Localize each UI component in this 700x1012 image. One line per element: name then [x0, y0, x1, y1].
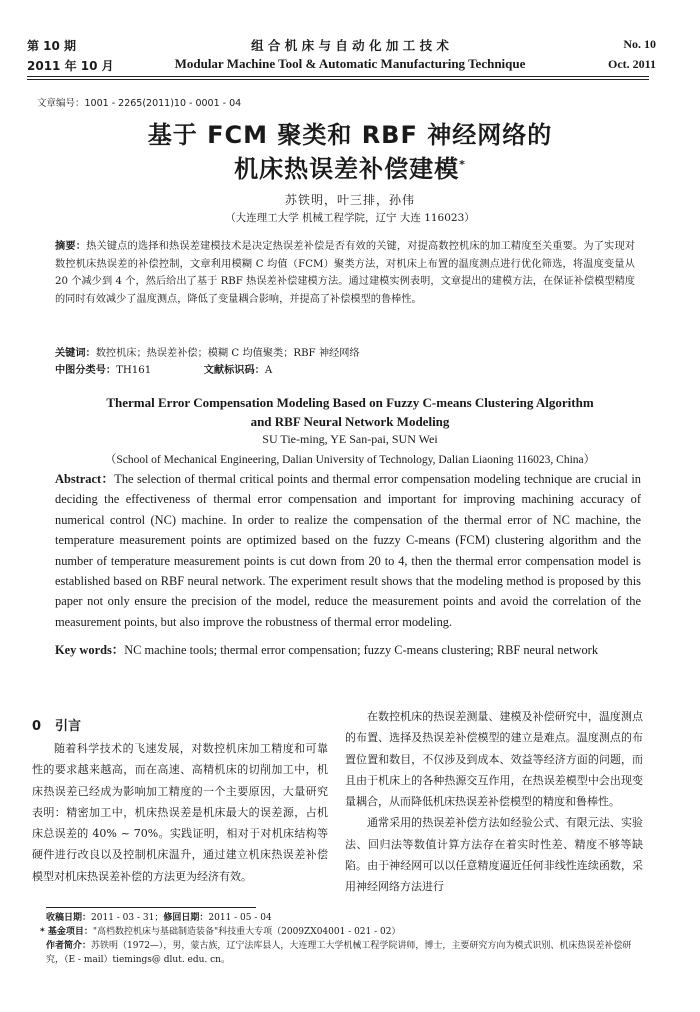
journal-name-en: Modular Machine Tool & Automatic Manufacturing Technique [174, 56, 526, 71]
title-cn-line2-text: 机床热误差补偿建模 [234, 155, 460, 183]
title-en-line1: Thermal Error Compensation Modeling Based on Fuzzy C-means Clustering Algorithm [106, 395, 594, 410]
body-paragraph-difficulty: 在数控机床的热误差测量、建模及补偿研究中，温度测点的布置、选择及热误差补偿模型的建立是难点。温度测点的布置位置和数目，不仅涉及到成本、效益等经济方面的问题，而且由于机床上的各种热源交互作用，在热误差模型中会出现变量耦合，从而降低机床热误差补偿模型的精度和鲁棒性。 [345, 710, 643, 809]
body-paragraph-methods: 通常采用的热误差补偿方法如经验公式、有限元法、实验法、回归法等数值计算方法存在着实时性差、精度不够等缺陷。由于神经网可以以任意精度逼近任何非线性连续函数，采用神经网络方法进行 [345, 816, 643, 894]
section-heading [32, 715, 81, 734]
abstract-cn-text: 热关键点的选择和热误差建模技术是决定热误差补偿是否有效的关键，对提高数控机床的加工精度至关重要。为了实现对数控机床热误差的补偿控制，文章利用模糊 C 均值（FCM）聚类方法，对机床上布置的温度测点进行优化筛选，将温度变量从 20 个减少到 4 个，然后给出了基于 RBF 热误差补偿建模方法。通过建模实例表明，文章提出的建模方法，在保证补偿模型精度的同时有效减少了温度测点，降低了变量耦合影响，并提高了补偿模型的鲁棒性。 [55, 241, 636, 305]
journal-name-cn: 组 合 机 床 与 自 动 化 加 工 技 术 [251, 38, 449, 53]
fund-text: "高档数控机床与基础制造装备"科技重大专项（2009ZX04001 - 021 - 02） [92, 927, 401, 937]
footnote-author-bio [46, 939, 648, 967]
abstract-en-label: Abstract： [55, 472, 115, 486]
section-title: 引言 [55, 719, 82, 734]
footnote-rule [46, 907, 256, 908]
keywords-cn [55, 344, 635, 359]
classification-line [55, 361, 635, 376]
issue-number-cn: 第 10 期 [27, 39, 77, 53]
issue-date-cn: 2011 年 10 月 [27, 59, 114, 73]
fund-label: * 基金项目： [40, 927, 93, 937]
keywords-cn-label: 关键词： [55, 348, 96, 359]
authors-en: SU Tie-ming, YE San-pai, SUN Wei [262, 432, 438, 446]
body-right-column [345, 706, 643, 898]
revised-label: 修回日期： [163, 913, 209, 923]
doc-code-value: A [264, 365, 273, 376]
issue-date-en: Oct. 2011 [608, 57, 656, 71]
clc-label: 中图分类号： [55, 365, 117, 376]
title-en-line2: and RBF Neural Network Modeling [250, 414, 450, 429]
header-rule-thick [27, 76, 649, 77]
doc-code-label: 文献标识码： [203, 365, 265, 376]
affiliation-en: （School of Mechanical Engineering, Dalian University of Technology, Dalian Liaoning 116023, China） [104, 454, 596, 466]
title-footnote-mark: * [459, 158, 466, 171]
bio-text: 苏铁明（1972—），男，蒙古族，辽宁法库县人，大连理工大学机械工程学院讲师，博士，主要研究方向为模式识别、机床热误差补偿研究，（E - mail）tiemings@ dlut. edu. cn。 [46, 941, 632, 965]
abstract-cn-label: 摘要： [55, 241, 87, 252]
abstract-en-text: The selection of thermal critical points and thermal error compensation modeling technique are crucial in deciding the effectiveness of thermal error compensation and important for improving machining accuracy of numerical control (NC) machine. In order to realize the compensation of the thermal error of NC machine, the temperature measurement points are optimized based on the fuzzy C-means (FCM) clustering algorithm and the number of temperature measurement points is cut down from 20 to 4, then the thermal error compensation model is established based on RBF neural network. The experiment result shows that the modeling method is proposed by this paper not only ensure the precision of the model, reduce the measurement points and avoid the correlation of the measurement points, but also improve the robustness of thermal error modeling. [55, 472, 642, 629]
body-paragraph-intro: 随着科学技术的飞速发展，对数控机床加工精度和可靠性的要求越来越高，而在高速、高精机床的切削加工中，机床热误差已经成为影响加工精度的一个主要原因，大量研究表明：精密加工中，机床热误差是机床最大的误差源，占机床总误差的 40% ~ 70%。实践证明，相对于对机床结构等硬件进行改良以及控制机床温升，通过建立机床热误差补偿模型对机床热误差补偿的方法更为经济有效。 [32, 742, 328, 883]
body-left-column [32, 738, 328, 887]
keywords-en-label: Key words： [55, 643, 125, 657]
bio-label: 作者简介： [46, 941, 92, 951]
keywords-cn-text: 数控机床；热误差补偿；模糊 C 均值聚类；RBF 神经网络 [95, 348, 360, 359]
issue-number-en: No. 10 [623, 37, 656, 51]
received-label: 收稿日期： [46, 913, 92, 923]
affiliation-cn: （大连理工大学 机械工程学院，辽宁 大连 116023） [225, 212, 475, 224]
keywords-en-text: NC machine tools; thermal error compensation; fuzzy C-means clustering; RBF neural network [124, 643, 599, 657]
header-rule-thin [27, 79, 649, 80]
abstract-en [55, 469, 641, 632]
received-date: 2011 - 03 - 31； [91, 913, 164, 923]
keywords-en [55, 640, 641, 660]
footnote-fund [40, 925, 640, 939]
footnote-dates [46, 911, 646, 925]
abstract-cn [55, 238, 635, 308]
title-cn-line1: 基于 FCM 聚类和 RBF 神经网络的 [147, 121, 553, 149]
article-number: 文章编号：1001 - 2265(2011)10 - 0001 - 04 [37, 98, 242, 109]
section-number: 0 [32, 719, 42, 734]
clc-value: TH161 [116, 365, 152, 376]
authors-cn: 苏铁明，叶三排，孙伟 [284, 193, 415, 207]
title-cn-line2 [60, 149, 640, 184]
revised-date: 2011 - 05 - 04 [208, 913, 272, 923]
